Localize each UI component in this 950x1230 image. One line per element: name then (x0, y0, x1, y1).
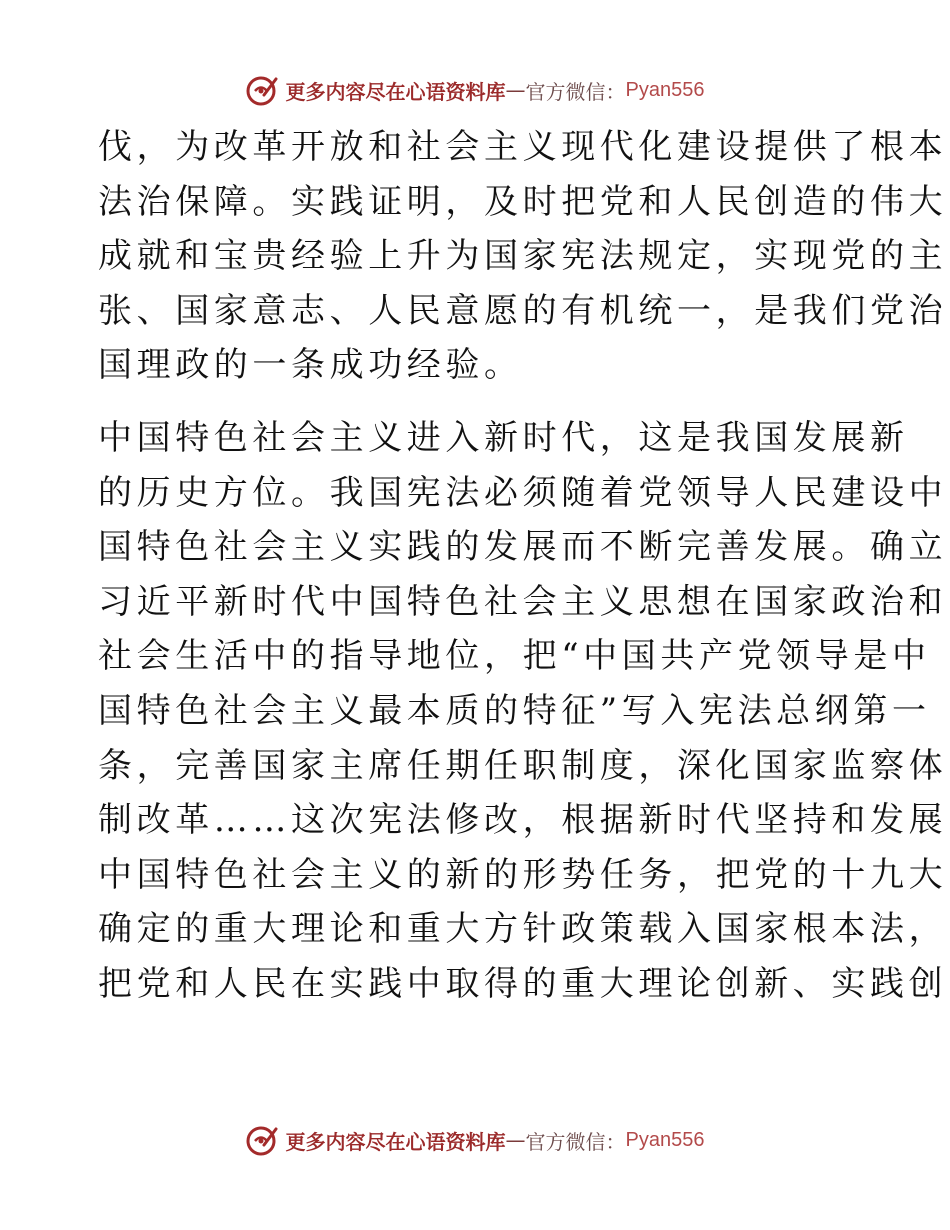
watermark-slogan: 更多内容尽在心语资料库 (285, 79, 506, 104)
text-line: 中国特色社会主义进入新时代，这是我国发展新 (98, 417, 909, 458)
header-watermark (0, 70, 950, 110)
text-line: 国特色社会主义最本质的特征”写入宪法总纲第一 (98, 690, 931, 731)
text-line: 把党和人民在实践中取得的重大理论创新、实践创 (98, 963, 948, 1004)
text-line: 国特色社会主义实践的发展而不断完善发展。确立 (98, 527, 948, 568)
watermark-dash: — (505, 78, 526, 102)
watermark-dash: — (505, 1128, 526, 1152)
text-line: 社会生活中的指导地位，把“中国共产党领导是中 (98, 636, 931, 677)
watermark-wechat-label: 官方微信： (525, 79, 626, 104)
text-line: 国理政的一条成功经验。 (98, 345, 523, 386)
text-line: 条，完善国家主席任期任职制度，深化国家监察体 (98, 745, 948, 786)
watermark-wechat-label: 官方微信： (525, 1129, 626, 1154)
text-line: 伐，为改革开放和社会主义现代化建设提供了根本 (98, 127, 948, 167)
watermark-wechat-handle: Pyan556 (625, 1128, 705, 1151)
document-body (98, 120, 948, 1012)
text-line: 中国特色社会主义的新的形势任务，把党的十九大 (98, 854, 948, 895)
paragraph (98, 411, 948, 1012)
footer-watermark (0, 1120, 950, 1160)
paragraph (98, 120, 948, 393)
text-line: 张、国家意志、人民意愿的有机统一，是我们党治 (98, 290, 948, 331)
text-line: 确定的重大理论和重大方针政策载入国家根本法， (98, 909, 948, 950)
text-line: 制改革……这次宪法修改，根据新时代坚持和发展 (98, 800, 948, 841)
watermark-slogan: 更多内容尽在心语资料库 (285, 1129, 506, 1154)
book-pen-logo-icon (246, 73, 280, 107)
text-line: 习近平新时代中国特色社会主义思想在国家政治和 (98, 581, 948, 622)
text-line: 成就和宝贵经验上升为国家宪法规定，实现党的主 (98, 236, 948, 277)
watermark-wechat-handle: Pyan556 (625, 78, 705, 101)
book-pen-logo-icon (246, 1123, 280, 1157)
text-line: 的历史方位。我国宪法必须随着党领导人民建设中 (98, 472, 948, 513)
text-line: 法治保障。实践证明，及时把党和人民创造的伟大 (98, 181, 948, 222)
